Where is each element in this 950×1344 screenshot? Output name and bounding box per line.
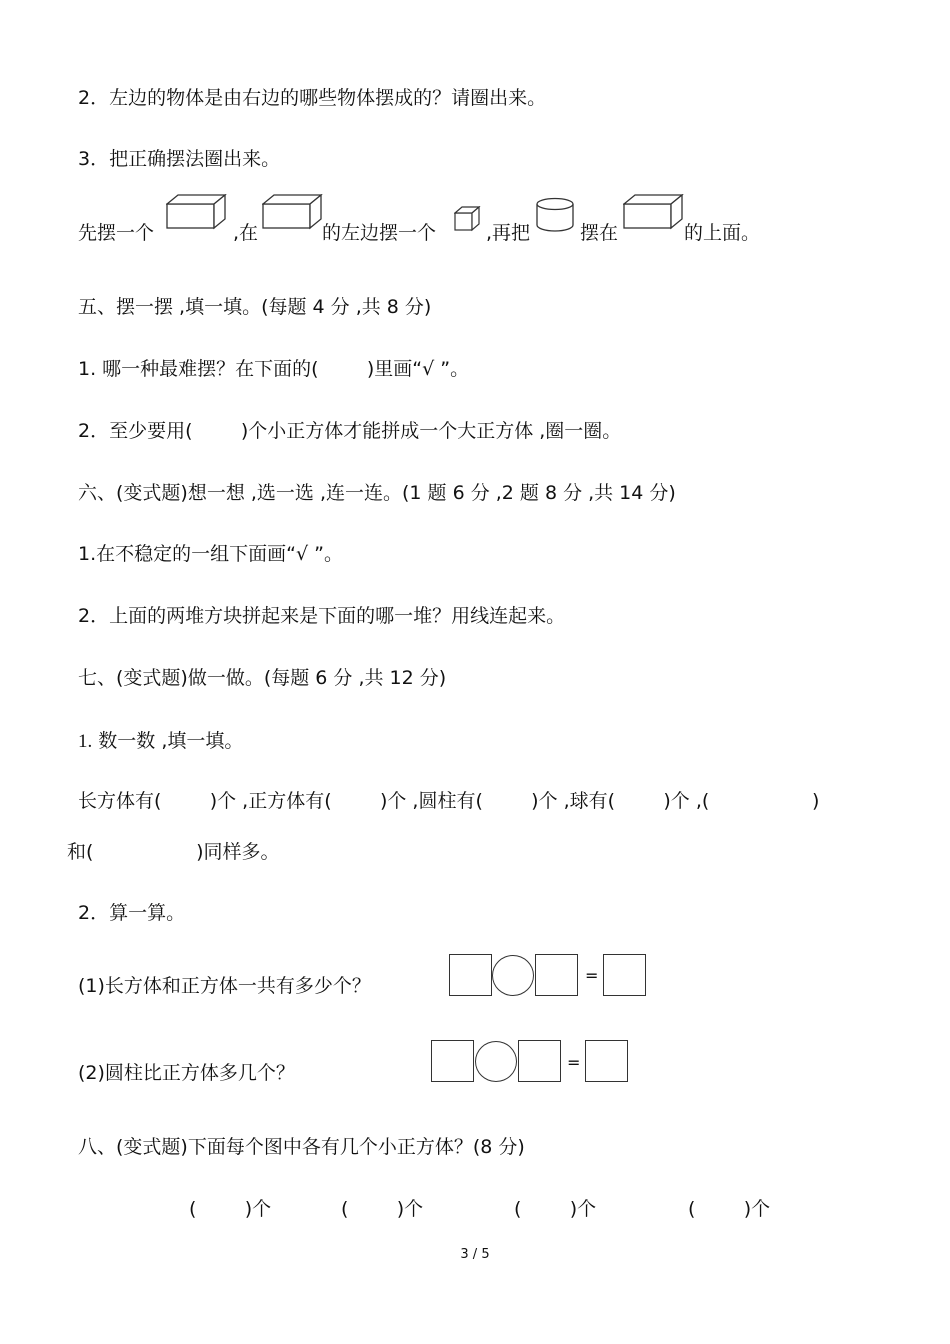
q3-text-part-4: ,再把 [486, 222, 531, 244]
cuboid-icon [166, 194, 228, 230]
section-5-question-1: 1. 哪一种最难摆？在下面的( )里画“√ ”。 [78, 358, 470, 380]
q3-text-part-2: ,在 [233, 222, 259, 244]
q3-text-part-1: 先摆一个 [78, 222, 155, 244]
result-box[interactable] [603, 954, 646, 996]
result-box[interactable] [585, 1040, 628, 1082]
answer-blank-3[interactable]: ( )个 [514, 1198, 597, 1220]
question-text: 数一数 ,填一填。 [92, 730, 244, 752]
section-5-title: 五、摆一摆 ,填一填。(每题 4 分 ,共 8 分) [78, 296, 432, 318]
cuboid-icon [623, 194, 685, 230]
answer-box[interactable] [449, 954, 492, 996]
answer-blank-4[interactable]: ( )个 [688, 1198, 771, 1220]
section-5-question-2: 2．至少要用( )个小正方体才能拼成一个大正方体 ,圈一圈。 [78, 420, 622, 442]
answer-blank-2[interactable]: ( )个 [341, 1198, 424, 1220]
equals-sign: = [567, 1053, 581, 1072]
calc-question-1: (1)长方体和正方体一共有多少个？ [78, 975, 371, 997]
fill-in-line-2: 和( )同样多。 [67, 841, 280, 863]
answer-box[interactable] [535, 954, 578, 996]
section-8-title: 八、(变式题)下面每个图中各有几个小正方体？(8 分) [78, 1136, 525, 1158]
calc-question-2: (2)圆柱比正方体多几个？ [78, 1062, 295, 1084]
operator-circle[interactable] [492, 955, 534, 996]
q3-text-part-6: 的上面。 [684, 222, 761, 244]
cylinder-icon [535, 197, 575, 233]
cuboid-icon [262, 194, 324, 230]
page-number: 3 / 5 [460, 1247, 490, 1262]
section-6-question-2: 2．上面的两堆方块拼起来是下面的哪一堆？用线连起来。 [78, 605, 566, 627]
answer-blank-1[interactable]: ( )个 [189, 1198, 272, 1220]
fill-in-line-1: 长方体有( )个 ,正方体有( )个 ,圆柱有( )个 ,球有( )个 ,( ) [78, 790, 820, 812]
section-6-question-1: 1.在不稳定的一组下面画“√ ”。 [78, 543, 343, 565]
equals-sign: = [585, 966, 599, 985]
answer-box[interactable] [518, 1040, 561, 1082]
answer-box[interactable] [431, 1040, 474, 1082]
q3-text-part-3: 的左边摆一个 [322, 222, 437, 244]
question-number: 1. [78, 731, 93, 752]
section-7-title: 七、(变式题)做一做。(每题 6 分 ,共 12 分) [78, 667, 447, 689]
section-7-question-1 [78, 729, 243, 754]
section-6-title: 六、(变式题)想一想 ,选一选 ,连一连。(1 题 6 分 ,2 题 8 分 ,共 14 分) [78, 482, 676, 504]
q3-text-part-5: 摆在 [580, 222, 619, 244]
section-7-question-2: 2．算一算。 [78, 902, 186, 924]
cube-icon [454, 206, 482, 232]
question-2-title: 2．左边的物体是由右边的哪些物体摆成的？请圈出来。 [78, 87, 547, 109]
question-3-title: 3．把正确摆法圈出来。 [78, 148, 281, 170]
operator-circle[interactable] [475, 1041, 517, 1082]
